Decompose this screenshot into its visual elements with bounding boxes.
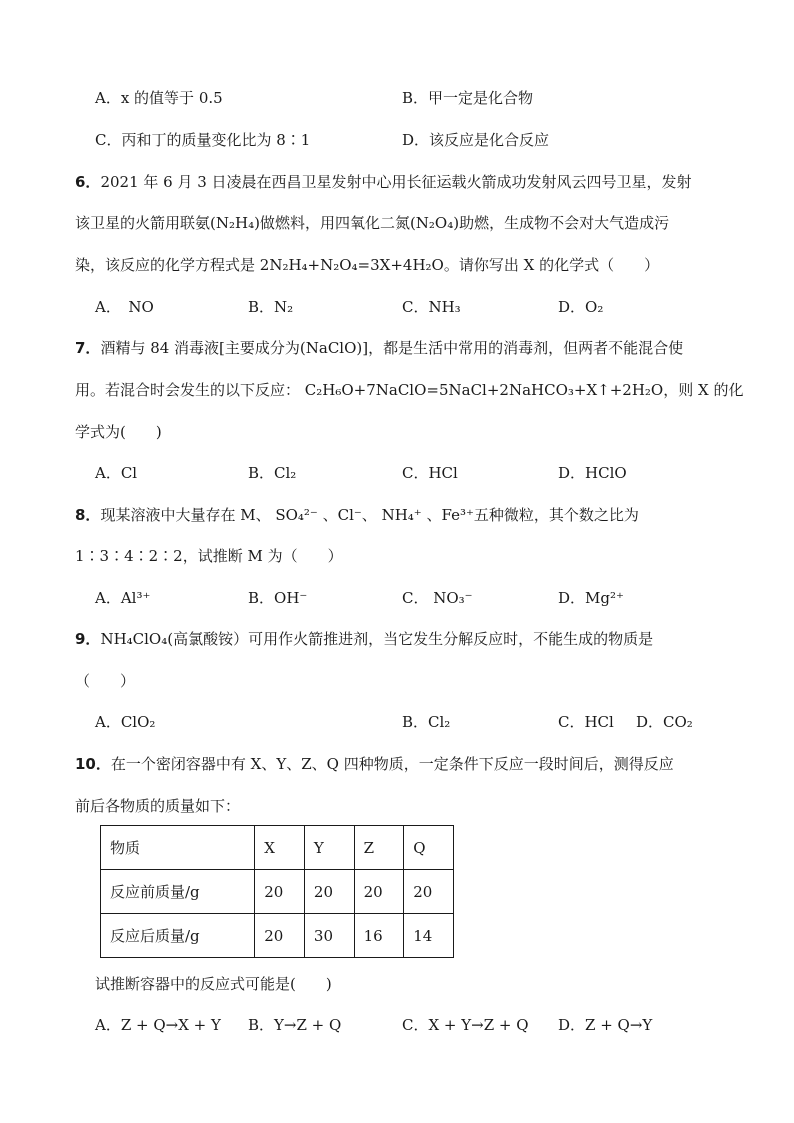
table-header-row [101, 826, 454, 870]
mass-table [100, 825, 454, 958]
question-text: 现某溶液中大量存在 M、 SO₄²⁻ 、Cl⁻、 NH₄⁺ 、Fe³⁺五种微粒，其个数之比为 [100, 506, 639, 524]
q5-option-c: C．丙和丁的质量变化比为 8∶1 [95, 131, 311, 149]
question-number: 6． [75, 173, 101, 191]
q7-option-c: C．HCl [402, 464, 458, 482]
table-row [101, 914, 454, 958]
question-number: 9． [75, 630, 101, 648]
question-8 [75, 505, 639, 525]
q7-option-d: D．HClO [558, 464, 627, 482]
q6-option-c: C．NH₃ [402, 298, 461, 316]
q8-option-b: B．OH⁻ [248, 589, 308, 607]
q9-option-d: D．CO₂ [636, 713, 693, 731]
question-7-line-2: 用。若混合时会发生的以下反应： C₂H₆O+7NaClO=5NaCl+2NaHCO₃+X↑+2H₂O，则 X 的化 [75, 381, 744, 399]
question-number: 7． [75, 339, 101, 357]
q9-option-c: C．HCl [558, 713, 614, 731]
question-10-line-2: 前后各物质的质量如下： [75, 797, 241, 815]
question-number: 10． [75, 755, 111, 773]
table-header-cell: Q [404, 826, 454, 870]
question-text: 酒精与 84 消毒液[主要成分为(NaClO)]，都是生活中常用的消毒剂，但两者不能混合使 [100, 339, 684, 357]
table-row [101, 870, 454, 914]
table-cell: 20 [404, 870, 454, 914]
table-cell: 30 [304, 914, 354, 958]
question-6-line-2: 该卫星的火箭用联氨(N₂H₄)做燃料，用四氧化二氮(N₂O₄)助燃，生成物不会对大气造成污 [75, 214, 670, 232]
question-10 [75, 754, 674, 774]
q7-option-b: B．Cl₂ [248, 464, 297, 482]
table-cell: 20 [304, 870, 354, 914]
table-cell: 16 [354, 914, 404, 958]
q5-option-b: B．甲一定是化合物 [402, 89, 534, 107]
table-header-cell: Y [304, 826, 354, 870]
table-cell: 反应前质量/g [101, 870, 255, 914]
question-7 [75, 338, 683, 358]
question-6-line-3: 染，该反应的化学方程式是 2N₂H₄+N₂O₄=3X+4H₂O。请你写出 X 的化学式（ ） [75, 256, 660, 274]
q7-option-a: A．Cl [95, 464, 138, 482]
table-header-cell: X [255, 826, 305, 870]
table-cell: 20 [255, 914, 305, 958]
question-9 [75, 629, 653, 649]
q5-option-d: D．该反应是化合反应 [402, 131, 550, 149]
question-7-line-3: 学式为( ) [75, 423, 162, 441]
table-cell: 14 [404, 914, 454, 958]
question-6 [75, 172, 692, 192]
q8-option-a: A．Al³⁺ [95, 589, 151, 607]
question-8-line-2: 1∶3∶4∶2∶2，试推断 M 为（ ） [75, 547, 343, 565]
q8-option-c: C． NO₃⁻ [402, 589, 473, 607]
q9-option-a: A．ClO₂ [95, 713, 156, 731]
q6-option-a: A． NO [95, 298, 154, 316]
table-cell: 20 [354, 870, 404, 914]
question-9-line-2: （ ） [75, 672, 136, 690]
question-number: 8． [75, 506, 101, 524]
table-header-cell: Z [354, 826, 404, 870]
table-cell: 20 [255, 870, 305, 914]
q10-option-d: D．Z + Q→Y [558, 1016, 653, 1034]
q6-option-d: D．O₂ [558, 298, 604, 316]
question-text: 2021 年 6 月 3 日凌晨在西昌卫星发射中心用长征运载火箭成功发射风云四号卫星，发射 [100, 173, 692, 191]
question-10-prompt: 试推断容器中的反应式可能是( ) [95, 975, 332, 993]
q8-option-d: D．Mg²⁺ [558, 589, 624, 607]
table-cell: 反应后质量/g [101, 914, 255, 958]
question-text: NH₄ClO₄(高氯酸铵）可用作火箭推进剂，当它发生分解反应时，不能生成的物质是 [100, 630, 654, 648]
q10-option-a: A．Z + Q→X + Y [95, 1016, 221, 1034]
q5-option-a: A．x 的值等于 0.5 [95, 89, 223, 107]
q9-option-b: B．Cl₂ [402, 713, 451, 731]
table-header-cell: 物质 [101, 826, 255, 870]
q10-option-b: B．Y→Z + Q [248, 1016, 342, 1034]
question-text: 在一个密闭容器中有 X、Y、Z、Q 四种物质，一定条件下反应一段时间后，测得反应 [110, 755, 674, 773]
q6-option-b: B．N₂ [248, 298, 294, 316]
q10-option-c: C．X + Y→Z + Q [402, 1016, 529, 1034]
